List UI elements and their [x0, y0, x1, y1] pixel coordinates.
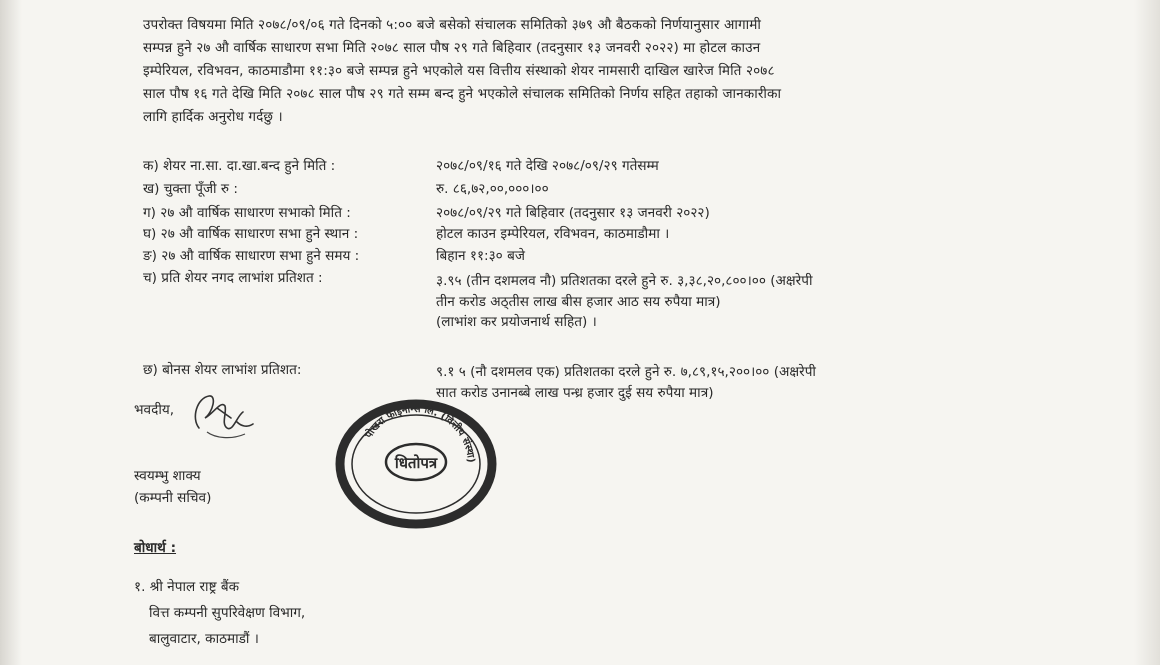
signatory-title: (कम्पनी सचिव) [134, 490, 212, 506]
detail-label: ग) २७ औ वार्षिक साधारण सभाको मिति : [143, 205, 351, 221]
detail-value: होटल काउन इम्पेरियल, रविभवन, काठमाडौमा । [436, 226, 670, 242]
recipient-line: वित्त कम्पनी सुपरिवेक्षण विभाग, [149, 605, 306, 621]
value-line: सात करोड उनानब्बे लाख पन्ध्र हजार दुई सय रुपैया मात्र) [436, 384, 714, 401]
detail-value: २०७८/०९/२९ गते बिहिवार (तदनुसार १३ जनवरी २०२२) [436, 205, 710, 221]
seal-center-text: धितोपत्र [394, 454, 438, 472]
detail-label: च) प्रति शेयर नगद लाभांश प्रतिशत : [143, 270, 323, 286]
value-line: ९.१ ५ (नौ दशमलव एक) प्रतिशतका दरले हुने रु. ७,८९,१५,२००।०० (अक्षरेपी [436, 364, 816, 380]
closing-salutation: भवदीय, [134, 402, 175, 418]
detail-label: घ) २७ औ वार्षिक साधारण सभा हुने स्थान : [143, 226, 359, 242]
bodhartha-heading: बोधार्थ : [134, 540, 177, 556]
company-seal [334, 398, 498, 530]
detail-value: २०७८/०९/१६ गते देखि २०७८/०९/२९ गतेसम्म [436, 158, 659, 174]
detail-label: छ) बोनस शेयर लाभांश प्रतिशत: [143, 362, 302, 378]
scan-edge-shadow [0, 0, 22, 665]
intro-paragraph: उपरोक्त विषयमा मिति २०७८/०९/०६ गते दिनको ५:०० बजे बसेको संचालक समितिको ३७९ औ बैठकको निर्णयानुसार आगामी सम्पन्न हुने २७ औ वार्षिक साधारण सभा मिति २०७८ साल पौष २९ गते बिहिवार (तदनुसार १३ जनवरी २०२२) मा होटल काउन इम्पेरियल, रविभवन, काठमाडौमा ११:३० बजे सम्पन्न हुने भएकोले यस वित्तीय संस्थाको शेयर नामसारी दाखिल खारेज मिति २०७८ साल पौष १६ गते देखि मिति २०७८ साल पौष २९ गते सम्म बन्द हुने भएकोले संचालक समितिको निर्णय सहित तहाको जानकारीका लागि हार्दिक अनुरोध गर्दछु । [143, 17, 782, 125]
detail-value: रु. ८६,७२,००,०००।०० [436, 181, 549, 197]
value-line: ३.९५ (तीन दशमलव नौ) प्रतिशतका दरले हुने रु. ३,३८,२०,८००।०० (अक्षरेपी [436, 273, 813, 289]
detail-value: बिहान ११:३० बजे [436, 248, 525, 264]
scan-edge-shadow [1134, 0, 1160, 665]
value-line: (लाभांश कर प्रयोजनार्थ सहित) । [436, 314, 597, 330]
recipient-line: बालुवाटार, काठमाडौं । [149, 631, 259, 647]
signatory-name: स्वयम्भु शाक्य [134, 468, 201, 484]
seal-ring-text: पोखरा फाइनान्स लि. (वित्तीय संस्था) [363, 403, 477, 463]
detail-label: ख) चुक्ता पूँजी रु : [143, 181, 238, 197]
value-line: तीन करोड अठ्तीस लाख बीस हजार आठ सय रुपैया मात्र) [436, 293, 721, 310]
recipient-line: १. श्री नेपाल राष्ट्र बैंक [134, 579, 240, 595]
bonus-share-value [436, 362, 816, 403]
cash-dividend-value [436, 271, 812, 333]
detail-label: ङ) २७ औ वार्षिक साधारण सभा हुने समय : [143, 248, 360, 264]
signature-image [187, 388, 257, 446]
detail-label: क) शेयर ना.सा. दा.खा.बन्द हुने मिति : [143, 158, 336, 174]
